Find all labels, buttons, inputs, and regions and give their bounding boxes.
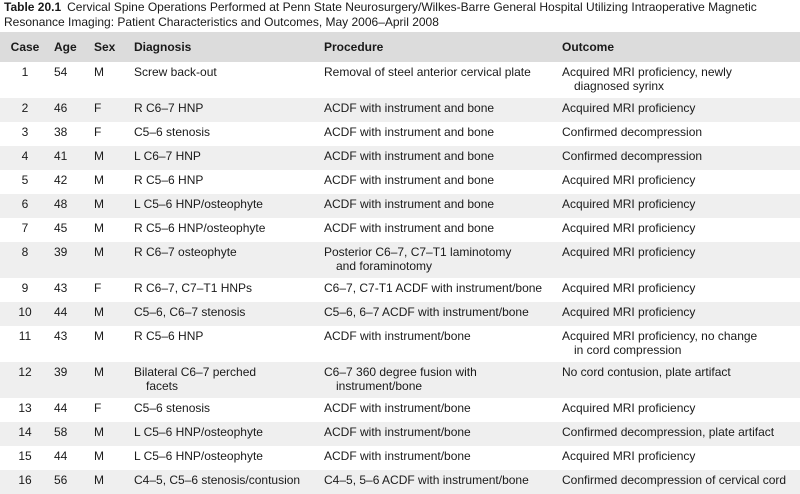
- diagnosis-line: L C5–6 HNP/osteophyte: [134, 425, 263, 439]
- table-row: [0, 470, 800, 494]
- procedure-line: C4–5, 5–6 ACDF with instrument/bone: [324, 473, 529, 487]
- cell-age: 48: [54, 197, 68, 211]
- cell-case: 7: [21, 221, 29, 235]
- table-caption: [0, 0, 800, 32]
- cell-age: 43: [54, 329, 68, 343]
- cell-sex: M: [94, 197, 104, 211]
- cell-procedure: [320, 398, 558, 422]
- cell-diagnosis: [130, 242, 320, 278]
- header-case: Case: [10, 40, 40, 54]
- diagnosis-line: R C5–6 HNP: [134, 173, 204, 187]
- table-row: [0, 302, 800, 326]
- cell-sex: M: [94, 245, 104, 259]
- diagnosis-line: R C6–7 osteophyte: [134, 245, 237, 259]
- cell-age: 58: [54, 425, 68, 439]
- procedure-line: ACDF with instrument and bone: [324, 197, 495, 211]
- cell-age: 41: [54, 149, 68, 163]
- cell-case: 10: [18, 305, 32, 319]
- cell-case: 4: [21, 149, 29, 163]
- header-age: Age: [54, 40, 77, 54]
- cell-diagnosis: [130, 194, 320, 218]
- cell-age: 38: [54, 125, 68, 139]
- cell-sex: M: [94, 65, 104, 79]
- cell-procedure: [320, 278, 558, 302]
- procedure-line: ACDF with instrument and bone: [324, 125, 495, 139]
- table-row: [0, 326, 800, 362]
- diagnosis-line: R C6–7, C7–T1 HNPs: [134, 281, 253, 295]
- outcome-line: Confirmed decompression: [562, 125, 703, 139]
- table-row: [0, 62, 800, 98]
- cell-case: 11: [18, 329, 32, 343]
- cell-case: 5: [21, 173, 29, 187]
- cell-outcome: [558, 302, 800, 326]
- procedure-line: instrument/bone: [336, 379, 423, 393]
- procedure-line: Posterior C6–7, C7–T1 laminotomy: [324, 245, 512, 259]
- cell-procedure: [320, 302, 558, 326]
- table-row: [0, 362, 800, 398]
- cell-sex: F: [94, 281, 102, 295]
- diagnosis-line: C4–5, C5–6 stenosis/contusion: [134, 473, 301, 487]
- diagnosis-line: L C6–7 HNP: [134, 149, 201, 163]
- diagnosis-line: R C6–7 HNP: [134, 101, 204, 115]
- cell-outcome: [558, 122, 800, 146]
- diagnosis-line: L C5–6 HNP/osteophyte: [134, 197, 263, 211]
- table-header-row: [0, 32, 800, 62]
- cell-outcome: [558, 446, 800, 470]
- table-row: [0, 218, 800, 242]
- caption-line-2: Resonance Imaging: Patient Characteristics and Outcomes, May 2006–April 2008: [4, 15, 439, 29]
- cell-diagnosis: [130, 470, 320, 494]
- cell-sex: M: [94, 305, 104, 319]
- cell-sex: M: [94, 425, 104, 439]
- outcome-line: Acquired MRI proficiency: [562, 101, 696, 115]
- cell-case: 6: [21, 197, 29, 211]
- outcome-line: Confirmed decompression: [562, 149, 703, 163]
- caption-line-1: Cervical Spine Operations Performed at Penn State Neurosurgery/Wilkes-Barre General Hospital Utilizing Intraoperative Magnetic: [67, 0, 757, 14]
- cell-sex: M: [94, 329, 104, 343]
- outcome-line: in cord compression: [574, 343, 682, 357]
- cell-sex: M: [94, 449, 104, 463]
- procedure-line: C6–7, C7-T1 ACDF with instrument/bone: [324, 281, 543, 295]
- cell-age: 44: [54, 305, 68, 319]
- cell-sex: M: [94, 473, 104, 487]
- header-procedure: Procedure: [324, 40, 384, 54]
- outcome-line: Acquired MRI proficiency: [562, 197, 696, 211]
- cell-procedure: [320, 422, 558, 446]
- cell-case: 3: [21, 125, 29, 139]
- cell-diagnosis: [130, 170, 320, 194]
- diagnosis-line: facets: [146, 379, 179, 393]
- cell-outcome: [558, 470, 800, 494]
- cell-procedure: [320, 146, 558, 170]
- cell-diagnosis: [130, 122, 320, 146]
- outcome-line: Acquired MRI proficiency: [562, 449, 696, 463]
- cell-diagnosis: [130, 278, 320, 302]
- cell-diagnosis: [130, 446, 320, 470]
- cell-outcome: [558, 326, 800, 362]
- cell-diagnosis: [130, 326, 320, 362]
- procedure-line: ACDF with instrument/bone: [324, 401, 471, 415]
- cell-age: 46: [54, 101, 68, 115]
- cell-procedure: [320, 62, 558, 98]
- procedure-line: ACDF with instrument and bone: [324, 149, 495, 163]
- outcome-line: Acquired MRI proficiency: [562, 173, 696, 187]
- outcome-line: Acquired MRI proficiency: [562, 281, 696, 295]
- cell-outcome: [558, 278, 800, 302]
- cell-diagnosis: [130, 98, 320, 122]
- header-outcome: Outcome: [562, 40, 615, 54]
- cell-age: 44: [54, 401, 68, 415]
- cell-outcome: [558, 170, 800, 194]
- cell-case: 9: [21, 281, 29, 295]
- table-row: [0, 446, 800, 470]
- cell-procedure: [320, 194, 558, 218]
- cell-outcome: [558, 194, 800, 218]
- cell-procedure: [320, 362, 558, 398]
- cell-procedure: [320, 170, 558, 194]
- cell-outcome: [558, 98, 800, 122]
- outcome-line: Acquired MRI proficiency: [562, 305, 696, 319]
- cell-procedure: [320, 98, 558, 122]
- cell-sex: M: [94, 149, 104, 163]
- cell-outcome: [558, 62, 800, 98]
- cell-outcome: [558, 362, 800, 398]
- cell-diagnosis: [130, 218, 320, 242]
- procedure-line: ACDF with instrument/bone: [324, 425, 471, 439]
- diagnosis-line: Screw back-out: [134, 65, 217, 79]
- outcomes-table: [0, 32, 800, 494]
- outcome-line: Acquired MRI proficiency: [562, 221, 696, 235]
- procedure-line: ACDF with instrument and bone: [324, 101, 495, 115]
- cell-sex: F: [94, 401, 102, 415]
- table-row: [0, 422, 800, 446]
- diagnosis-line: C5–6 stenosis: [134, 401, 211, 415]
- cell-age: 43: [54, 281, 68, 295]
- cell-sex: M: [94, 365, 104, 379]
- cell-case: 14: [18, 425, 32, 439]
- cell-procedure: [320, 470, 558, 494]
- outcome-line: Acquired MRI proficiency: [562, 245, 696, 259]
- procedure-line: ACDF with instrument/bone: [324, 449, 471, 463]
- cell-case: 13: [18, 401, 32, 415]
- cell-diagnosis: [130, 362, 320, 398]
- cell-procedure: [320, 122, 558, 146]
- cell-diagnosis: [130, 398, 320, 422]
- cell-age: 42: [54, 173, 68, 187]
- cell-age: 45: [54, 221, 68, 235]
- table-row: [0, 398, 800, 422]
- outcome-line: Acquired MRI proficiency: [562, 401, 696, 415]
- outcome-line: No cord contusion, plate artifact: [562, 365, 731, 379]
- cell-sex: M: [94, 173, 104, 187]
- cell-procedure: [320, 326, 558, 362]
- table-row: [0, 278, 800, 302]
- cell-diagnosis: [130, 422, 320, 446]
- cell-case: 15: [18, 449, 32, 463]
- diagnosis-line: Bilateral C6–7 perched: [134, 365, 257, 379]
- diagnosis-line: C5–6, C6–7 stenosis: [134, 305, 246, 319]
- cell-outcome: [558, 146, 800, 170]
- cell-sex: F: [94, 125, 102, 139]
- procedure-line: ACDF with instrument and bone: [324, 221, 495, 235]
- cell-diagnosis: [130, 146, 320, 170]
- cell-outcome: [558, 398, 800, 422]
- procedure-line: ACDF with instrument and bone: [324, 173, 495, 187]
- outcome-line: Acquired MRI proficiency, no change: [562, 329, 758, 343]
- cell-case: 8: [21, 245, 29, 259]
- diagnosis-line: C5–6 stenosis: [134, 125, 211, 139]
- cell-case: 16: [18, 473, 32, 487]
- cell-case: 1: [21, 65, 29, 79]
- cell-sex: F: [94, 101, 102, 115]
- outcome-line: Acquired MRI proficiency, newly: [562, 65, 732, 79]
- cell-procedure: [320, 446, 558, 470]
- table-row: [0, 146, 800, 170]
- cell-age: 39: [54, 365, 68, 379]
- cell-procedure: [320, 242, 558, 278]
- procedure-line: C6–7 360 degree fusion with: [324, 365, 477, 379]
- cell-procedure: [320, 218, 558, 242]
- procedure-line: Removal of steel anterior cervical plate: [324, 65, 531, 79]
- procedure-line: ACDF with instrument/bone: [324, 329, 471, 343]
- procedure-line: C5–6, 6–7 ACDF with instrument/bone: [324, 305, 529, 319]
- table-row: [0, 170, 800, 194]
- procedure-line: and foraminotomy: [336, 259, 433, 273]
- diagnosis-line: L C5–6 HNP/osteophyte: [134, 449, 263, 463]
- cell-outcome: [558, 422, 800, 446]
- cell-diagnosis: [130, 302, 320, 326]
- header-diagnosis: Diagnosis: [134, 40, 192, 54]
- cell-case: 12: [18, 365, 32, 379]
- table-label: Table 20.1: [4, 0, 62, 14]
- cell-diagnosis: [130, 62, 320, 98]
- cell-age: 44: [54, 449, 68, 463]
- cell-age: 39: [54, 245, 68, 259]
- outcome-line: diagnosed syrinx: [574, 79, 665, 93]
- cell-outcome: [558, 242, 800, 278]
- cell-sex: M: [94, 221, 104, 235]
- diagnosis-line: R C5–6 HNP/osteophyte: [134, 221, 266, 235]
- cell-case: 2: [21, 101, 29, 115]
- table-row: [0, 98, 800, 122]
- diagnosis-line: R C5–6 HNP: [134, 329, 204, 343]
- outcome-line: Confirmed decompression, plate artifact: [562, 425, 775, 439]
- table-row: [0, 242, 800, 278]
- cell-outcome: [558, 218, 800, 242]
- outcome-line: Confirmed decompression of cervical cord: [562, 473, 787, 487]
- table-row: [0, 194, 800, 218]
- table-row: [0, 122, 800, 146]
- cell-age: 54: [54, 65, 68, 79]
- cell-age: 56: [54, 473, 68, 487]
- header-sex: Sex: [94, 40, 116, 54]
